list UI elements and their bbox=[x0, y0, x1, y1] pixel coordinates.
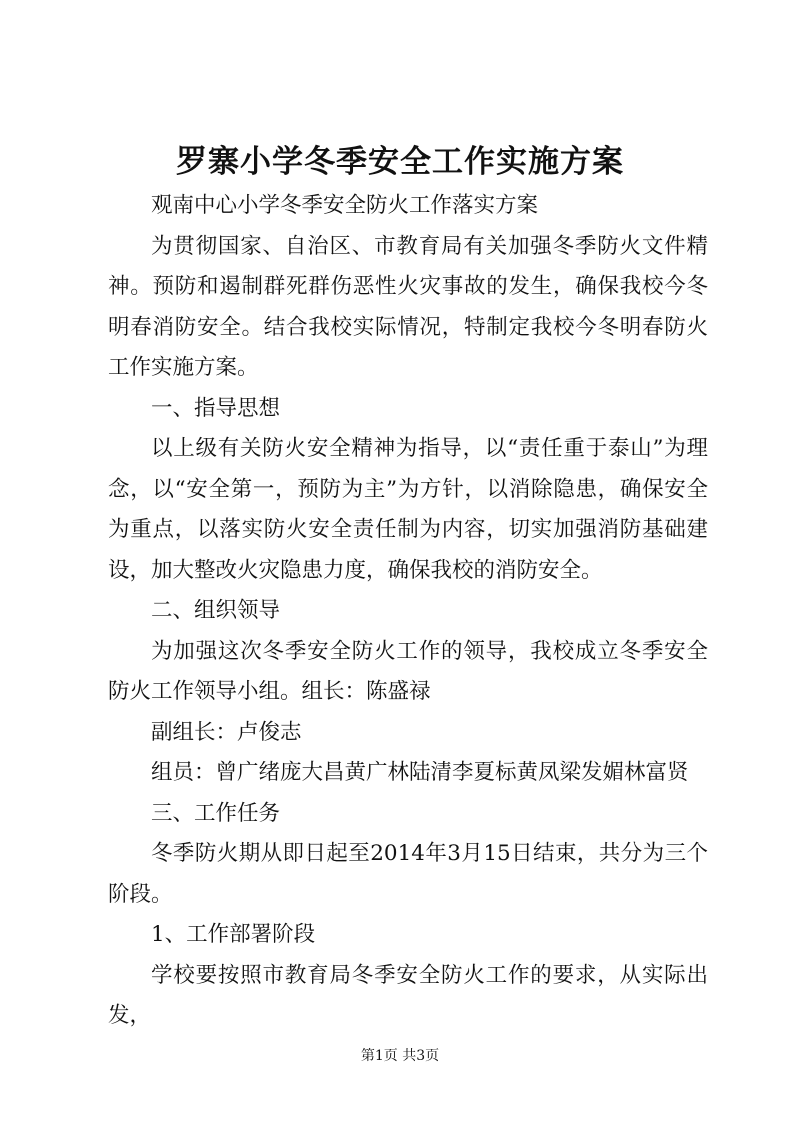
deployment-paragraph: 学校要按照市教育局冬季安全防火工作的要求，从实际出发， bbox=[108, 962, 708, 1028]
subtitle-paragraph: 观南中心小学冬季安全防火工作落实方案 bbox=[151, 193, 539, 218]
section-heading-tasks: 三、工作任务 bbox=[151, 800, 281, 826]
guiding-thought-paragraph: 以上级有关防火安全精神为指导，以“责任重于泰山”为理念，以“安全第一，预防为主”为方针，以消除隐患，确保安全为重点，以落实防火安全责任制为内容，切实加强消防基础建设，加大整改火灾隐患力度，确保我校的消防安全。 bbox=[108, 436, 708, 583]
section-heading-guiding-thought: 一、指导思想 bbox=[151, 395, 281, 421]
members-line: 组员：曾广绪庞大昌黄广林陆清李夏标黄凤梁发媚林富贤 bbox=[151, 760, 689, 785]
tasks-paragraph: 冬季防火期从即日起至2014年3月15日结束，共分为三个阶段。 bbox=[108, 841, 708, 907]
deputy-leader-line: 副组长：卢俊志 bbox=[151, 719, 302, 745]
section-heading-organization: 二、组织领导 bbox=[151, 598, 281, 623]
document-title: 罗寨小学冬季安全工作实施方案 bbox=[176, 144, 624, 180]
document-body bbox=[108, 186, 708, 1037]
stage-heading-deployment: 1、工作部署阶段 bbox=[151, 922, 316, 947]
page-footer: 第1页 共3页 bbox=[360, 1048, 440, 1064]
organization-paragraph: 为加强这次冬季安全防火工作的领导，我校成立冬季安全防火工作领导小组。组长：陈盛禄 bbox=[108, 638, 708, 704]
intro-paragraph: 为贯彻国家、自治区、市教育局有关加强冬季防火文件精神。预防和遏制群死群伤恶性火灾事故的发生，确保我校今冬明春消防安全。结合我校实际情况，特制定我校今冬明春防火工作实施方案。 bbox=[108, 233, 708, 380]
